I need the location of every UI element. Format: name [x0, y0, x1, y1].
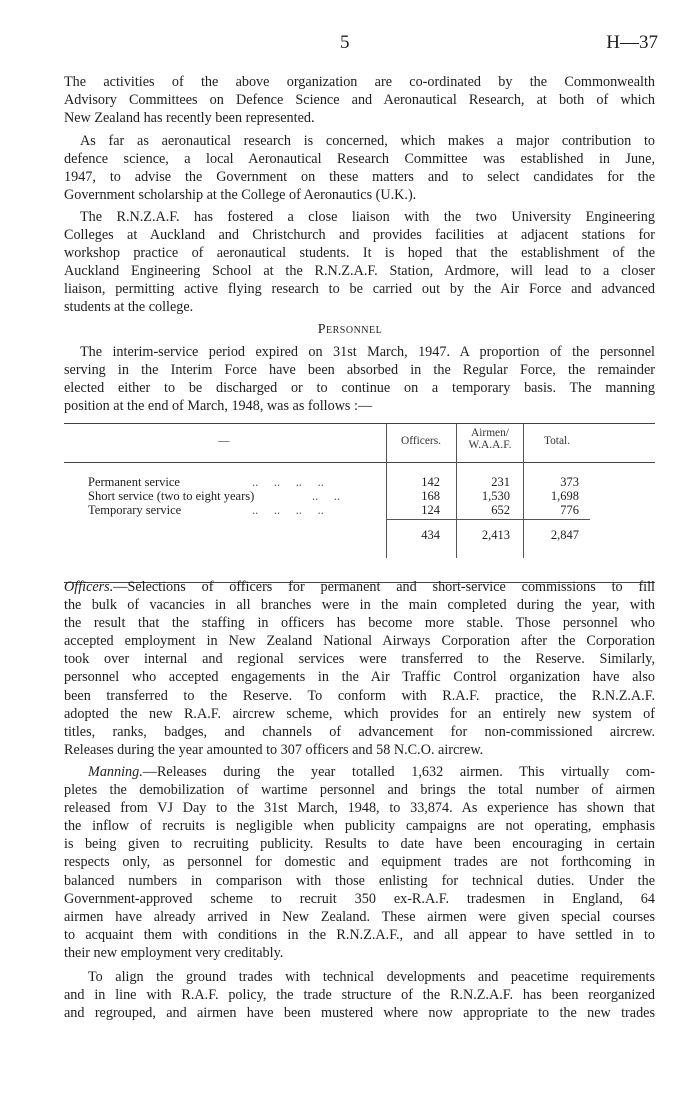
officers-lead: Officers.: [64, 579, 114, 595]
text-line: The R.N.Z.A.F. has fostered a close liaison with the two University Engineering: [80, 209, 655, 225]
table-cell-airmen: 652: [491, 503, 510, 517]
text-line: the result that the staffing in officers has become more stable. Those personnel who: [64, 615, 655, 632]
totals-rule: [386, 519, 590, 520]
text-line: The activities of the above organization are co-ordinated by the Commonwealth: [64, 74, 655, 90]
column-separator: [456, 424, 457, 558]
section-heading-personnel: Personnel: [317, 322, 383, 337]
paragraph-personnel: [64, 343, 655, 415]
text-line: to acquaint them with conditions in the R.N.Z.A.F., and all appear to have settled in to: [64, 926, 655, 943]
text-line: released from VJ Day to the 31st March, 1948, to 33,874. As experience has shown that: [64, 800, 655, 817]
text-line: liaison, permitting active flying research to be carried out by the Air Force and advanced: [64, 281, 655, 298]
table-cell-airmen: 231: [491, 475, 510, 489]
table-row-label: Temporary service: [88, 503, 182, 517]
paragraph-aeronautical-research: [64, 132, 655, 204]
column-separator: [523, 424, 524, 558]
text-line: titles, ranks, badges, and channels of advancement for non-commissioned aircrew.: [64, 723, 655, 740]
text-line: balanced numbers in comparison with those enlisting for technical duties. Under the: [64, 872, 655, 889]
table-header-airmen: Airmen/ W.A.A.F.: [468, 427, 512, 451]
text-line: As far as aeronautical research is concerned, which makes a major contribution to: [80, 133, 655, 149]
text-line: is being given to recruiting publicity. Results to date have been encouraging in certain: [64, 836, 655, 853]
text-line: the bulk of vacancies in all branches were in the main completed during the year, with: [64, 597, 655, 614]
text-run: —Selections of officers for permanent and short-service commissions to fill: [113, 579, 655, 595]
text-line: Releases during the year amounted to 307 officers and 58 N.C.O. aircrew.: [64, 741, 484, 758]
table-cell-total: 1,698: [550, 489, 579, 503]
manning-lead: Manning.: [88, 764, 143, 780]
table-total-airmen: 2,413: [481, 528, 510, 542]
text-line: accepted employment in New Zealand National Airways Corporation after the Corporation: [64, 633, 655, 650]
page-reference: H—37: [606, 32, 658, 53]
paragraph-officers: [64, 578, 655, 759]
column-separator: [386, 424, 387, 558]
text-line: New Zealand has recently been represented.: [64, 110, 315, 127]
text-line: [64, 763, 655, 781]
text-line: To align the ground trades with technical developments and peacetime requirements: [88, 969, 655, 985]
page-header: [0, 32, 700, 56]
leader-dots: .. .. .. ..: [252, 503, 324, 517]
text-line: airmen have already arrived in New Zealand. These airmen were given special courses: [64, 908, 655, 925]
text-line: respects only, as personnel for domestic and equipment trades are not forthcoming in: [64, 854, 655, 871]
text-line: [64, 578, 655, 596]
text-line: 1947, to advise the Government on these matters and to select candidates for the: [64, 169, 655, 186]
text-line: took over internal and regional services were transferred to the Reserve. Similarly,: [64, 651, 655, 668]
table-cell-total: 373: [560, 475, 579, 489]
text-line: The interim-service period expired on 31st March, 1947. A proportion of the personnel: [80, 344, 655, 360]
text-line: and regrouped, and airmen have been mustered where now appropriate to the new trades: [64, 1005, 655, 1022]
table-row-label: Short service (two to eight years): [88, 489, 255, 503]
table-cell-airmen: 1,530: [481, 489, 510, 503]
text-line: defence science, a local Aeronautical Research Committee was established in June,: [64, 151, 655, 168]
text-line: Colleges at Auckland and Christchurch and provides facilities at adjacent stations for: [64, 227, 655, 244]
text-line: Government-approved scheme to recruit 350 ex-R.A.F. tradesmen in England, 64: [64, 890, 655, 907]
page-number: 5: [340, 32, 350, 53]
text-line: the inflow of recruits is negligible when publicity campaigns are not operating, emphasis: [64, 818, 655, 835]
text-line: position at the end of March, 1948, was as follows :—: [64, 398, 373, 415]
text-line: Advisory Committees on Defence Science and Aeronautical Research, at both of which: [64, 92, 655, 109]
table-cell-officers: 124: [421, 503, 440, 517]
table-total-officers: 434: [421, 528, 440, 542]
text-line: serving in the Interim Force have been absorbed in the Regular Force, the remainder: [64, 362, 655, 379]
text-line: Auckland Engineering School at the R.N.Z.A.F. Station, Ardmore, will lead to a closer: [64, 263, 655, 280]
leader-dots: .. ..: [312, 489, 341, 503]
table-total-total: 2,847: [550, 528, 579, 542]
paragraph-university-liaison: [64, 208, 655, 317]
table-header-corner: —: [218, 435, 230, 447]
text-line: been transferred to the Reserve. To conform with R.A.F. practice, the R.N.Z.A.F.: [64, 687, 655, 704]
paragraph-trades: [64, 968, 655, 1022]
text-line: elected either to be discharged or to continue on a temporary basis. The manning: [64, 380, 655, 397]
table-cell-total: 776: [560, 503, 579, 517]
text-line: adopted the new R.A.F. aircrew scheme, which provides for an entirely new system of: [64, 705, 655, 722]
text-line: and in line with R.A.F. policy, the trade structure of the R.N.Z.A.F. has been reorganized: [64, 987, 655, 1004]
leader-dots: .. .. .. ..: [252, 475, 324, 489]
table-cell-officers: 168: [421, 489, 440, 503]
text-line: personnel who accepted engagements in the Air Traffic Control organization have also: [64, 669, 655, 686]
text-line: students at the college.: [64, 299, 194, 316]
manning-table: [64, 424, 655, 582]
table-row-label: Permanent service: [88, 475, 180, 489]
table-header-total: Total.: [543, 435, 571, 447]
text-line: Government scholarship at the College of Aeronautics (U.K.).: [64, 187, 417, 204]
text-line: their new employment very creditably.: [64, 944, 284, 961]
paragraph-manning: [64, 763, 655, 962]
text-line: workshop practice of aeronautical students. It is hoped that the establishment of the: [64, 245, 655, 262]
paragraph-organization: [64, 73, 655, 127]
text-line: pletes the demobilization of wartime personnel and brings the total number of airmen: [64, 782, 655, 799]
table-header-officers: Officers.: [401, 435, 441, 447]
text-run: —Releases during the year totalled 1,632 airmen. This virtually com-: [142, 764, 655, 780]
table-cell-officers: 142: [421, 475, 440, 489]
